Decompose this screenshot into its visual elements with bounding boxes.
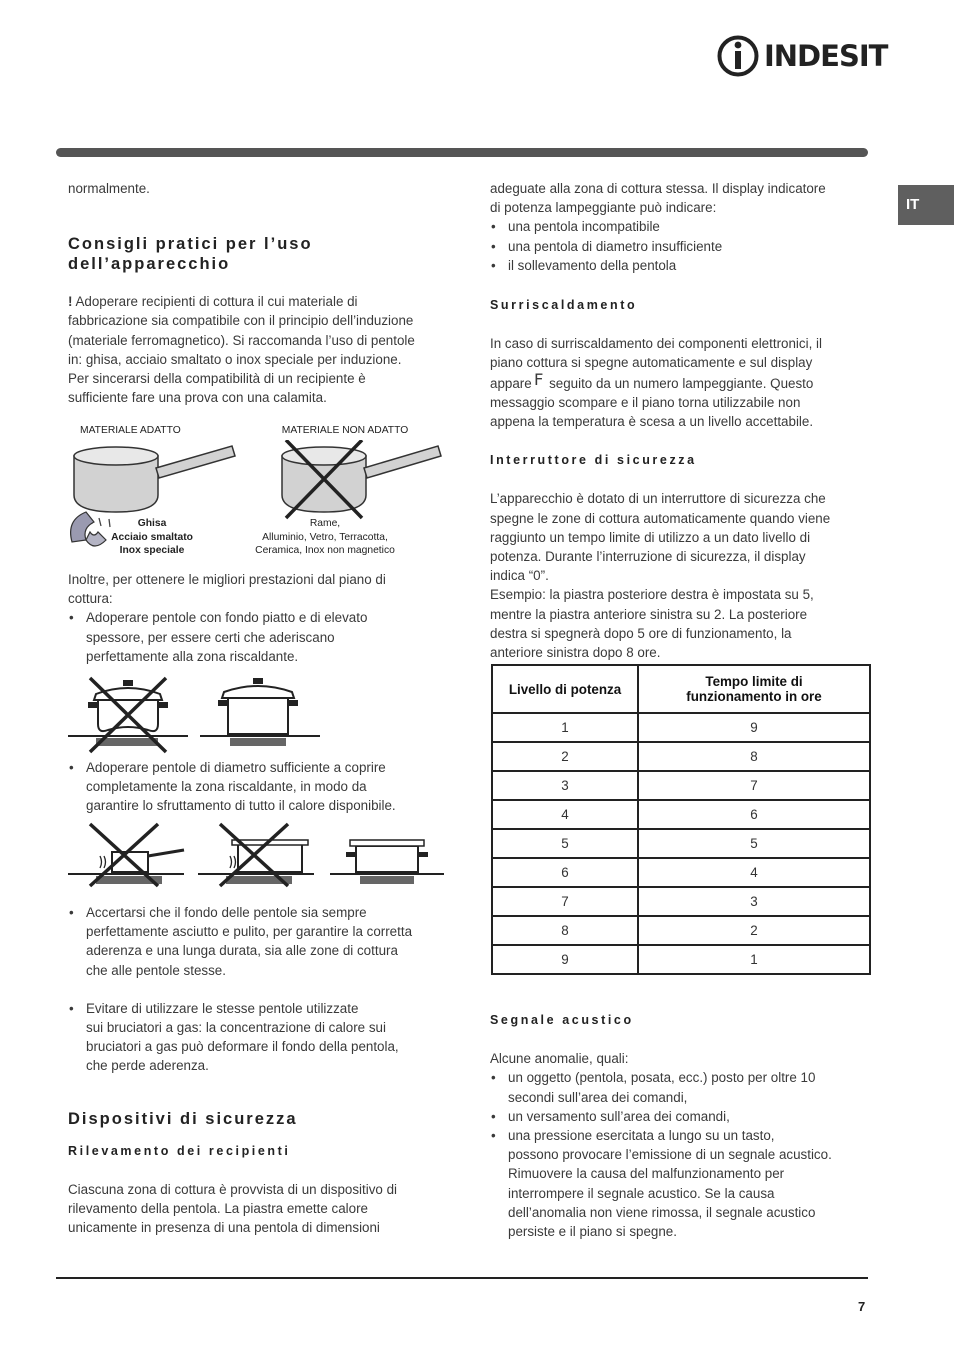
label-unsuitable: MATERIALE NON ADATTO	[281, 425, 409, 436]
section-title-safety: Dispositivi di sicurezza	[68, 1109, 298, 1128]
list-item: • Accertarsi che il fondo delle pentole sia sempre perfettamente asciutto e pulito, per garantire la corretta aderenza e una lunga durata, sia alle zone di cottura che alle pentole stesse.	[68, 903, 453, 980]
unsuitable-pan-icon	[276, 440, 446, 520]
flat-bottom-pans-figure	[68, 672, 328, 754]
brand-logo	[716, 34, 887, 78]
left-tips-1	[68, 570, 453, 666]
footer-rule	[56, 1277, 868, 1279]
list-item: • un oggetto (pentola, posata, ecc.) posto per oltre 10 secondi sull’area dei comandi,	[490, 1068, 870, 1106]
list-item: • una pressione esercitata a lungo su un tasto, possono provocare l’emissione di un segnale acustico. Rimuovere la causa del malfunzionamento per interrompere il segnale acustico. Se la causa dell’anomalia non viene rimossa, il segnale acustico persiste e il piano si spegne.	[490, 1126, 870, 1241]
page-number: 7	[858, 1299, 866, 1314]
display-text: adeguate alla zona di cottura stessa. Il display indicatore di potenza lampeggiante può indicare:	[490, 181, 826, 216]
table-row: 9 1	[492, 945, 870, 974]
safety-switch-text: L’apparecchio è dotato di un interruttore di sicurezza che spegne le zone di cottura automaticamente quando viene raggiunto un tempo limite di utilizzo a un dato livello di potenza. Durante l’interruzione di sicurezza, il display indica “0”. Esempio: la piastra posteriore destra è impostata su 5, mentre la piastra anteriore sinistra su 2. La posteriore destra si spegnerà dopo 5 ore di funzionamento, la anteriore sinistra dopo 8 ore.	[490, 491, 831, 661]
list-item: • il sollevamento della pentola	[490, 256, 870, 275]
suitable-materials: Ghisa Acciaio smaltato Inox speciale	[111, 518, 193, 556]
list-item: • una pentola di diametro insufficiente	[490, 237, 870, 256]
table-header-power: Livello di potenza	[492, 665, 638, 713]
section-title-tips: Consigli pratici per l’uso dell’apparecchio	[68, 235, 313, 274]
display-f-icon: F	[533, 369, 544, 389]
list-item: • Evitare di utilizzare le stesse pentole utilizzate sui bruciatori a gas: la concentrazione di calore sui bruciatori a gas può deformare il fondo della pentola, che perde aderenza.	[68, 999, 453, 1076]
warning-paragraph: ! Adoperare recipienti di cottura il cui materiale di fabbricazione sia compatibile con il principio dell’induzione (materiale ferromagnetico). Si raccomanda l’uso di pentole in: ghisa, acciaio smaltato o inox speciale per induzione. Per sincerarsi della compatibilità di un recipiente è sufficiente fare una prova con una calamita.	[68, 294, 415, 406]
acoustic-signal-text: Alcune anomalie, quali:	[490, 1051, 629, 1067]
table-row: 6 4	[492, 858, 870, 887]
subtitle-overheating: Surriscaldamento	[490, 298, 638, 313]
list-item: • Adoperare pentole di diametro sufficiente a coprire completamente la zona riscaldante, in modo da garantire lo sfruttamento di tutto il calore disponibile.	[68, 758, 453, 816]
table-row: 8 2	[492, 916, 870, 945]
table-header-row	[492, 665, 870, 713]
indesit-logo-icon	[716, 34, 760, 78]
table-row: 5 5	[492, 829, 870, 858]
intro-tips: Inoltre, per ottenere le migliori prestazioni dal piano di cottura:	[68, 572, 386, 607]
pan-diameter-figure	[68, 822, 448, 888]
subtitle-pan-detection: Rilevamento dei recipienti	[68, 1143, 291, 1158]
table-row: 3 7	[492, 771, 870, 800]
left-tips-2	[68, 758, 453, 816]
left-column-bottom	[68, 903, 453, 1237]
table-row: 2 8	[492, 742, 870, 771]
overheating-text: In caso di surriscaldamento dei componenti elettronici, il piano cottura si spegne automaticamente e sul display appare F seguito da un numero lampeggiante. Questo messaggio scompare e il piano torna utilizzabile non appena la temperatura è scesa a un livello accettabile.	[490, 336, 822, 430]
table-header-time: Tempo limite di funzionamento in ore	[638, 665, 870, 713]
table-row: 4 6	[492, 800, 870, 829]
left-column-top	[68, 179, 453, 407]
brand-name: INDESIT	[764, 39, 888, 73]
table-row: 1 9	[492, 713, 870, 742]
subtitle-safety-switch: Interruttore di sicurezza	[490, 453, 697, 468]
warning-mark: !	[68, 294, 73, 310]
unsuitable-materials: Rame, Alluminio, Vetro, Terracotta, Ceramica, Inox non magnetico	[255, 518, 395, 556]
list-item: • un versamento sull’area dei comandi,	[490, 1107, 870, 1126]
right-column-bottom	[490, 1011, 870, 1241]
intro-text: normalmente.	[68, 181, 150, 196]
right-column-top	[490, 179, 870, 662]
table-row: 7 3	[492, 887, 870, 916]
label-suitable: MATERIALE ADATTO	[80, 425, 181, 436]
language-tab: IT	[898, 185, 954, 225]
list-item: • Adoperare pentole con fondo piatto e di elevato spessore, per essere certi che aderiscano perfettamente alla zona riscaldante.	[68, 608, 453, 666]
list-item: • una pentola incompatibile	[490, 217, 870, 236]
subtitle-acoustic-signal: Segnale acustico	[490, 1013, 634, 1027]
time-limit-table	[491, 664, 871, 975]
header-bar	[56, 148, 868, 157]
pan-detection-text: Ciascuna zona di cottura è provvista di un dispositivo di rilevamento della pentola. La piastra emette calore unicamente in presenza di una pentola di dimensioni	[68, 1181, 397, 1236]
